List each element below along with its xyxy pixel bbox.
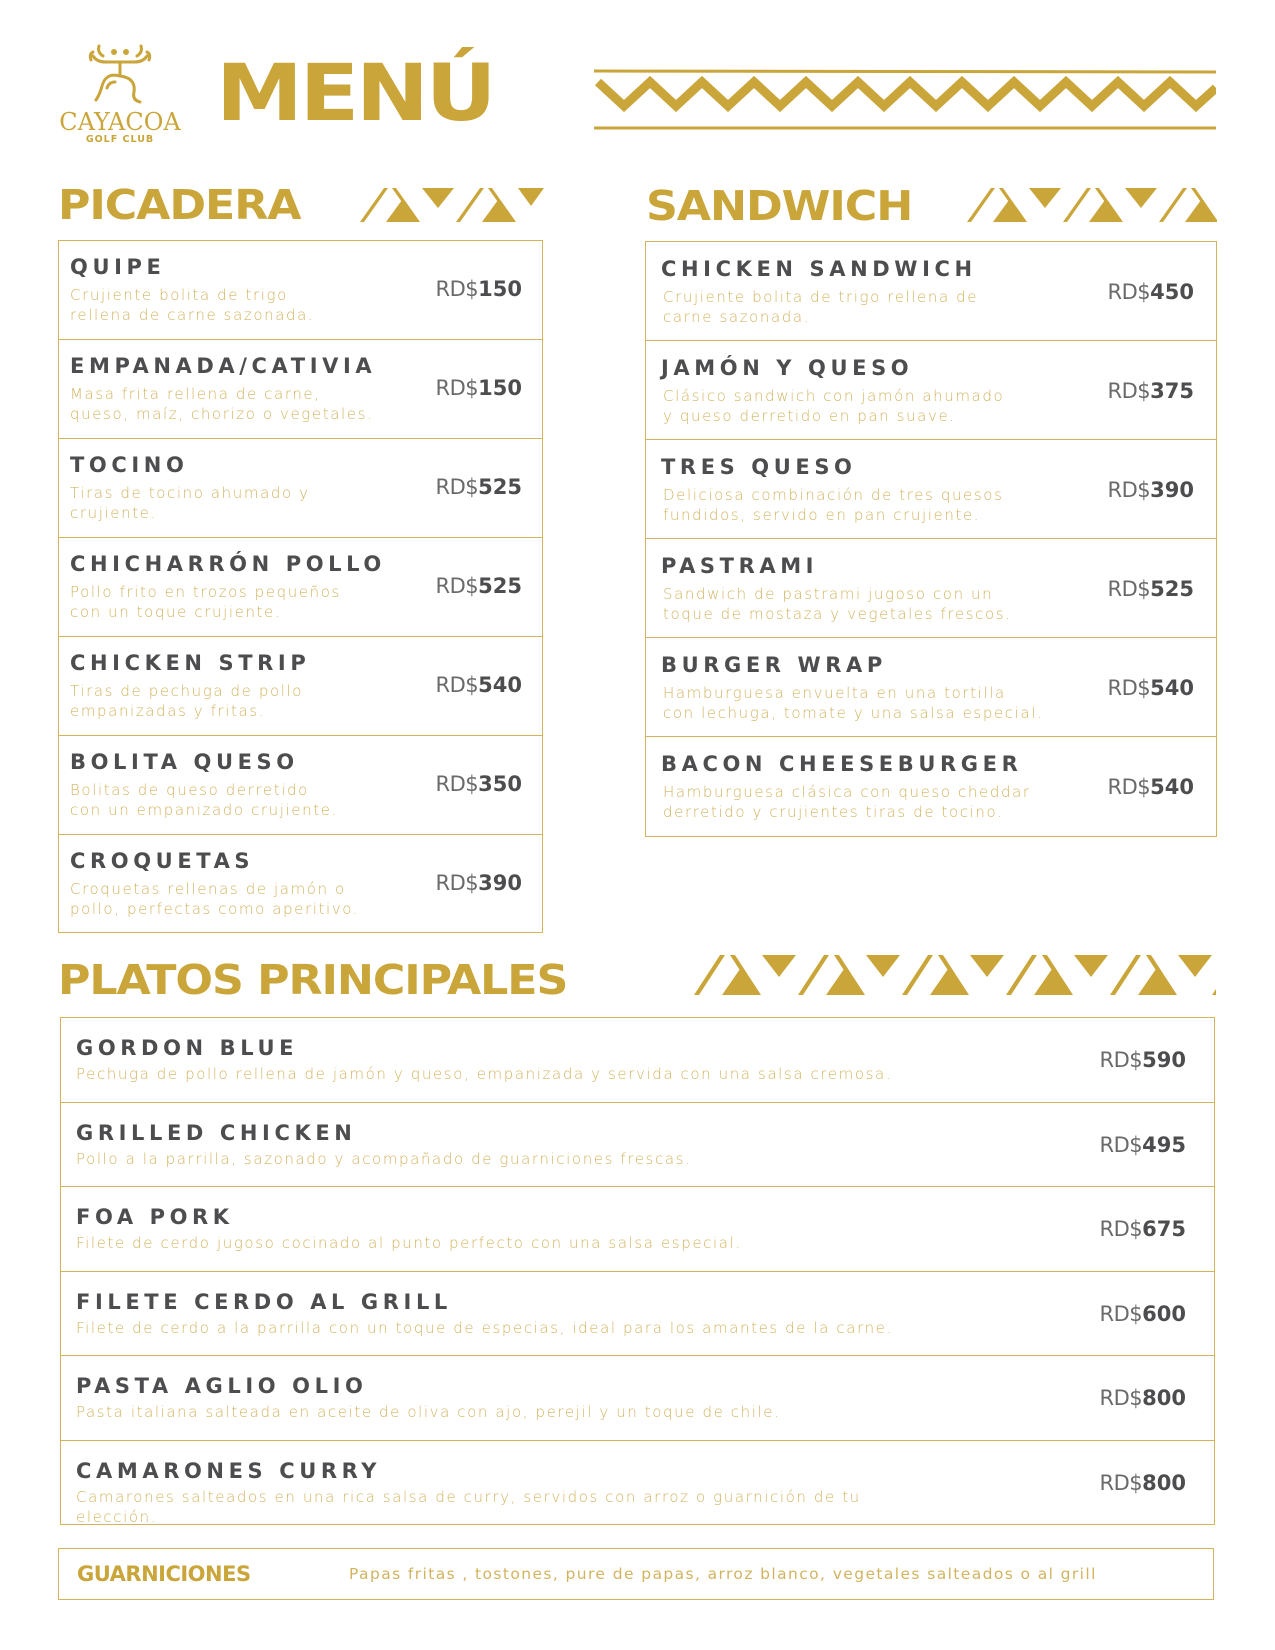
menu-item xyxy=(646,341,1216,440)
item-name: CHICHARRÓN POLLO xyxy=(70,552,386,576)
item-description: Hamburguesa clásica con queso cheddar derretido y crujientes tiras de tocino. xyxy=(663,783,1031,821)
platos-principales-menu-box xyxy=(60,1017,1215,1525)
item-name: TOCINO xyxy=(70,453,189,477)
item-name: TRES QUESO xyxy=(661,455,857,479)
item-description: Clásico sandwich con jamón ahumado y queso derretido en pan suave. xyxy=(663,387,1005,425)
item-price: RD$390 xyxy=(1107,478,1194,502)
page-title: MENÚ xyxy=(216,49,494,139)
menu-item xyxy=(59,241,542,340)
item-price: RD$800 xyxy=(1099,1470,1186,1495)
guarniciones-list: Papas fritas , tostones, pure de papas, arroz blanco, vegetales salteados o al grill xyxy=(349,1565,1097,1583)
menu-item xyxy=(646,737,1216,835)
guarniciones-box xyxy=(58,1548,1214,1600)
triangle-pattern-icon xyxy=(965,186,1217,228)
menu-item xyxy=(59,439,542,538)
item-description: Bolitas de queso derretido con un empanizado crujiente. xyxy=(70,781,338,819)
menu-item xyxy=(646,638,1216,737)
menu-item xyxy=(59,538,542,637)
item-name: JAMÓN Y QUESO xyxy=(661,356,914,380)
item-name: CROQUETAS xyxy=(70,849,255,873)
item-price: RD$540 xyxy=(435,673,522,697)
item-description: Croquetas rellenas de jamón o pollo, perfectas como aperitivo. xyxy=(70,880,360,918)
item-description: Camarones salteados en una rica salsa de curry, servidos con arroz o guarnición de tu elección. xyxy=(76,1487,861,1526)
brand-name: CAYACOA xyxy=(59,108,181,136)
item-description: Pollo a la parrilla, sazonado y acompañado de guarniciones frescas. xyxy=(76,1149,692,1168)
item-price: RD$150 xyxy=(435,376,522,400)
menu-item xyxy=(61,1018,1214,1103)
item-name: CHICKEN STRIP xyxy=(70,651,311,675)
item-name: FILETE CERDO AL GRILL xyxy=(76,1289,452,1314)
picadera-menu-box xyxy=(58,240,543,933)
item-description: Tiras de pechuga de pollo empanizadas y fritas. xyxy=(70,682,304,720)
item-price: RD$375 xyxy=(1107,379,1194,403)
item-price: RD$800 xyxy=(1099,1386,1186,1410)
zigzag-band-icon xyxy=(594,66,1216,134)
item-name: PASTA AGLIO OLIO xyxy=(76,1374,368,1398)
item-name: FOA PORK xyxy=(76,1205,234,1229)
menu-item xyxy=(61,1356,1214,1441)
item-price: RD$350 xyxy=(435,772,522,796)
item-description: Deliciosa combinación de tres quesos fundidos, servido en pan crujiente. xyxy=(663,486,1004,524)
item-name: QUIPE xyxy=(70,255,166,279)
menu-item xyxy=(646,539,1216,638)
item-price: RD$590 xyxy=(1099,1048,1186,1072)
item-price: RD$150 xyxy=(435,277,522,301)
menu-item xyxy=(59,835,542,932)
item-name: BACON CHEESEBURGER xyxy=(661,752,1023,776)
item-price: RD$525 xyxy=(435,574,522,598)
section-title-platos-principales: PLATOS PRINCIPALES xyxy=(58,956,568,1004)
menu-item xyxy=(61,1103,1214,1188)
cayacoa-petroglyph-logo-icon xyxy=(85,42,155,108)
triangle-pattern-icon xyxy=(358,186,544,228)
brand-subtitle: GOLF CLUB xyxy=(85,134,155,145)
item-price: RD$525 xyxy=(435,475,522,499)
item-name: CHICKEN SANDWICH xyxy=(661,257,977,281)
menu-item xyxy=(646,440,1216,539)
sandwich-menu-box xyxy=(645,241,1217,837)
item-description: Pollo frito en trozos pequeños con un toque crujiente. xyxy=(70,583,341,621)
item-price: RD$525 xyxy=(1107,577,1194,601)
item-price: RD$450 xyxy=(1107,280,1194,304)
item-description: Masa frita rellena de carne, queso, maíz, chorizo o vegetales. xyxy=(70,385,374,423)
guarniciones-title: GUARNICIONES xyxy=(77,1562,251,1586)
item-name: PASTRAMI xyxy=(661,554,819,578)
menu-item xyxy=(59,736,542,835)
item-name: GORDON BLUE xyxy=(76,1036,299,1060)
item-description: Pasta italiana salteada en aceite de oliva con ajo, perejil y un toque de chile. xyxy=(76,1403,781,1421)
menu-item xyxy=(61,1187,1214,1272)
item-price: RD$540 xyxy=(1107,775,1194,799)
section-title-sandwich: SANDWICH xyxy=(646,182,913,230)
item-description: Tiras de tocino ahumado y crujiente. xyxy=(70,484,310,522)
item-price: RD$390 xyxy=(435,871,522,895)
item-description: Filete de cerdo jugoso cocinado al punto perfecto con una salsa especial. xyxy=(76,1234,742,1252)
item-description: Filete de cerdo a la parrilla con un toque de especias, ideal para los amantes de la carne. xyxy=(76,1318,893,1337)
item-name: GRILLED CHICKEN xyxy=(76,1120,357,1145)
item-description: Crujiente bolita de trigo rellena de carne sazonada. xyxy=(70,286,315,324)
triangle-pattern-icon xyxy=(692,953,1216,1001)
menu-item xyxy=(61,1272,1214,1357)
item-description: Sandwich de pastrami jugoso con un toque de mostaza y vegetales frescos. xyxy=(663,585,1012,623)
item-name: CAMARONES CURRY xyxy=(76,1458,382,1483)
item-description: Crujiente bolita de trigo rellena de carne sazonada. xyxy=(663,288,979,326)
item-name: BURGER WRAP xyxy=(661,653,887,677)
brand-logo xyxy=(58,42,182,146)
menu-item xyxy=(646,242,1216,341)
item-name: BOLITA QUESO xyxy=(70,750,299,774)
menu-item xyxy=(59,340,542,439)
item-description: Pechuga de pollo rellena de jamón y queso, empanizada y servida con una salsa cremosa. xyxy=(76,1065,893,1083)
menu-item xyxy=(59,637,542,736)
item-price: RD$495 xyxy=(1099,1132,1186,1157)
item-description: Hamburguesa envuelta en una tortilla con lechuga, tomate y una salsa especial. xyxy=(663,684,1044,722)
item-price: RD$540 xyxy=(1107,676,1194,700)
section-title-picadera: PICADERA xyxy=(58,181,301,229)
item-name: EMPANADA/CATIVIA xyxy=(70,354,377,378)
menu-item xyxy=(61,1441,1214,1524)
item-price: RD$600 xyxy=(1099,1301,1186,1326)
item-price: RD$675 xyxy=(1099,1217,1186,1241)
